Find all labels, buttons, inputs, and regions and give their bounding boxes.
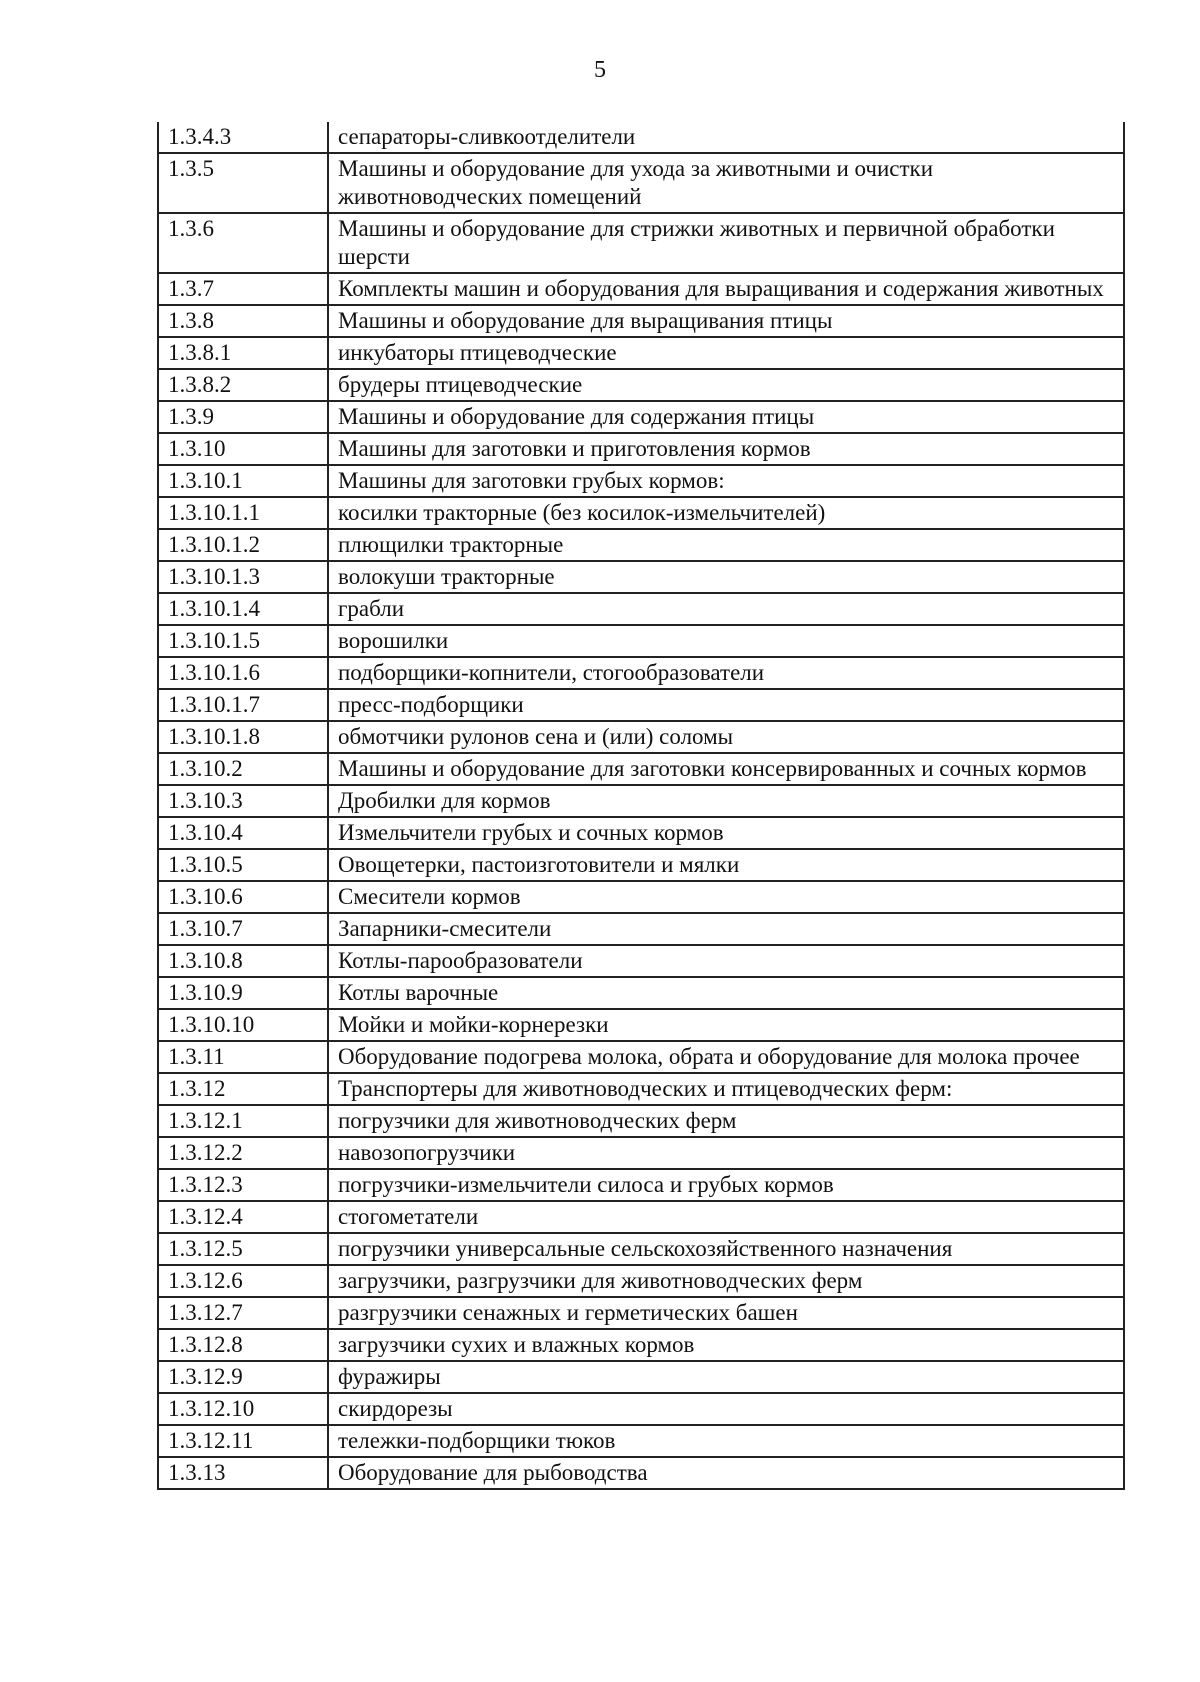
row-code: 1.3.5 [158, 153, 328, 213]
table-row [158, 305, 1124, 337]
table-row [158, 273, 1124, 305]
row-description: Оборудование подогрева молока, обрата и оборудование для молока прочее [328, 1041, 1124, 1073]
table-row [158, 497, 1124, 529]
row-code: 1.3.10.1 [158, 465, 328, 497]
row-code: 1.3.10.7 [158, 913, 328, 945]
row-description: Машины и оборудование для стрижки животных и первичной обработки шерсти [328, 213, 1124, 273]
row-code: 1.3.8.2 [158, 369, 328, 401]
table-row [158, 977, 1124, 1009]
table-row [158, 337, 1124, 369]
row-description: навозопогрузчики [328, 1137, 1124, 1169]
row-code: 1.3.12.8 [158, 1329, 328, 1361]
table-row [158, 1105, 1124, 1137]
row-code: 1.3.10.1.5 [158, 625, 328, 657]
row-description: подборщики-копнители, стогообразователи [328, 657, 1124, 689]
table-row [158, 1041, 1124, 1073]
row-code: 1.3.11 [158, 1041, 328, 1073]
page-number: 5 [594, 57, 606, 83]
table-row [158, 721, 1124, 753]
row-code: 1.3.12.1 [158, 1105, 328, 1137]
table-row [158, 1233, 1124, 1265]
table-row [158, 213, 1124, 273]
row-code: 1.3.12.4 [158, 1201, 328, 1233]
row-code: 1.3.10.1.2 [158, 529, 328, 561]
row-description: погрузчики-измельчители силоса и грубых кормов [328, 1169, 1124, 1201]
table-row [158, 529, 1124, 561]
table-row [158, 433, 1124, 465]
row-code: 1.3.10.4 [158, 817, 328, 849]
row-code: 1.3.10.8 [158, 945, 328, 977]
row-code: 1.3.10.6 [158, 881, 328, 913]
row-code: 1.3.8.1 [158, 337, 328, 369]
row-description: Машины и оборудование для содержания птицы [328, 401, 1124, 433]
row-description: ворошилки [328, 625, 1124, 657]
row-description: Машины и оборудование для ухода за животными и очистки животноводческих помещений [328, 153, 1124, 213]
row-description: тележки-подборщики тюков [328, 1425, 1124, 1457]
row-description: Машины и оборудование для выращивания птицы [328, 305, 1124, 337]
table-row [158, 1009, 1124, 1041]
table-row [158, 153, 1124, 213]
table-row [158, 1073, 1124, 1105]
row-code: 1.3.12.9 [158, 1361, 328, 1393]
row-description: стогометатели [328, 1201, 1124, 1233]
table-row [158, 625, 1124, 657]
row-code: 1.3.12 [158, 1073, 328, 1105]
row-code: 1.3.10.1.8 [158, 721, 328, 753]
table-row [158, 1457, 1124, 1489]
row-description: загрузчики сухих и влажных кормов [328, 1329, 1124, 1361]
row-description: Смесители кормов [328, 881, 1124, 913]
table-row [158, 657, 1124, 689]
row-code: 1.3.12.2 [158, 1137, 328, 1169]
row-description: загрузчики, разгрузчики для животноводческих ферм [328, 1265, 1124, 1297]
row-description: Овощетерки, пастоизготовители и мялки [328, 849, 1124, 881]
table-row [158, 817, 1124, 849]
row-code: 1.3.6 [158, 213, 328, 273]
row-description: разгрузчики сенажных и герметических башен [328, 1297, 1124, 1329]
row-description: обмотчики рулонов сена и (или) соломы [328, 721, 1124, 753]
row-description: погрузчики универсальные сельскохозяйственного назначения [328, 1233, 1124, 1265]
row-description: волокуши тракторные [328, 561, 1124, 593]
row-code: 1.3.10.1.1 [158, 497, 328, 529]
table-row [158, 1393, 1124, 1425]
classification-table [157, 122, 1125, 1490]
row-code: 1.3.12.11 [158, 1425, 328, 1457]
table-row [158, 1361, 1124, 1393]
row-description: грабли [328, 593, 1124, 625]
table-row [158, 465, 1124, 497]
row-description: Машины для заготовки и приготовления кормов [328, 433, 1124, 465]
row-code: 1.3.10.1.4 [158, 593, 328, 625]
row-description: Котлы-парообразователи [328, 945, 1124, 977]
row-description: брудеры птицеводческие [328, 369, 1124, 401]
table-row [158, 1265, 1124, 1297]
row-code: 1.3.10.1.7 [158, 689, 328, 721]
row-description: фуражиры [328, 1361, 1124, 1393]
table-row [158, 785, 1124, 817]
row-code: 1.3.12.10 [158, 1393, 328, 1425]
row-code: 1.3.10.3 [158, 785, 328, 817]
row-code: 1.3.10.10 [158, 1009, 328, 1041]
table-row [158, 945, 1124, 977]
row-description: сепараторы-сливкоотделители [328, 122, 1124, 153]
table-row [158, 913, 1124, 945]
table-row [158, 881, 1124, 913]
row-code: 1.3.4.3 [158, 122, 328, 153]
row-description: Дробилки для кормов [328, 785, 1124, 817]
table-row [158, 1137, 1124, 1169]
row-description: инкубаторы птицеводческие [328, 337, 1124, 369]
row-description: скирдорезы [328, 1393, 1124, 1425]
row-description: Запарники-смесители [328, 913, 1124, 945]
row-code: 1.3.8 [158, 305, 328, 337]
table-row [158, 369, 1124, 401]
table-row [158, 401, 1124, 433]
table-row [158, 1297, 1124, 1329]
table-row [158, 593, 1124, 625]
row-code: 1.3.7 [158, 273, 328, 305]
table-row [158, 753, 1124, 785]
row-code: 1.3.10.9 [158, 977, 328, 1009]
row-code: 1.3.10.1.6 [158, 657, 328, 689]
row-code: 1.3.10.2 [158, 753, 328, 785]
table-row [158, 689, 1124, 721]
row-code: 1.3.12.5 [158, 1233, 328, 1265]
row-code: 1.3.10.5 [158, 849, 328, 881]
row-description: плющилки тракторные [328, 529, 1124, 561]
row-description: Комплекты машин и оборудования для выращивания и содержания животных [328, 273, 1124, 305]
table-row [158, 1329, 1124, 1361]
row-code: 1.3.10.1.3 [158, 561, 328, 593]
row-description: Котлы варочные [328, 977, 1124, 1009]
row-description: Транспортеры для животноводческих и птицеводческих ферм: [328, 1073, 1124, 1105]
row-code: 1.3.10 [158, 433, 328, 465]
table-row [158, 1169, 1124, 1201]
table-row [158, 1425, 1124, 1457]
row-code: 1.3.12.6 [158, 1265, 328, 1297]
table-body [158, 122, 1124, 1489]
table-row [158, 849, 1124, 881]
row-description: Измельчители грубых и сочных кормов [328, 817, 1124, 849]
row-code: 1.3.9 [158, 401, 328, 433]
table-row [158, 122, 1124, 153]
row-code: 1.3.12.7 [158, 1297, 328, 1329]
table-row [158, 561, 1124, 593]
row-description: Мойки и мойки-корнерезки [328, 1009, 1124, 1041]
row-description: погрузчики для животноводческих ферм [328, 1105, 1124, 1137]
row-code: 1.3.13 [158, 1457, 328, 1489]
table-row [158, 1201, 1124, 1233]
row-description: пресс-подборщики [328, 689, 1124, 721]
row-description: Машины для заготовки грубых кормов: [328, 465, 1124, 497]
row-description: Оборудование для рыбоводства [328, 1457, 1124, 1489]
row-description: косилки тракторные (без косилок-измельчителей) [328, 497, 1124, 529]
row-code: 1.3.12.3 [158, 1169, 328, 1201]
row-description: Машины и оборудование для заготовки консервированных и сочных кормов [328, 753, 1124, 785]
